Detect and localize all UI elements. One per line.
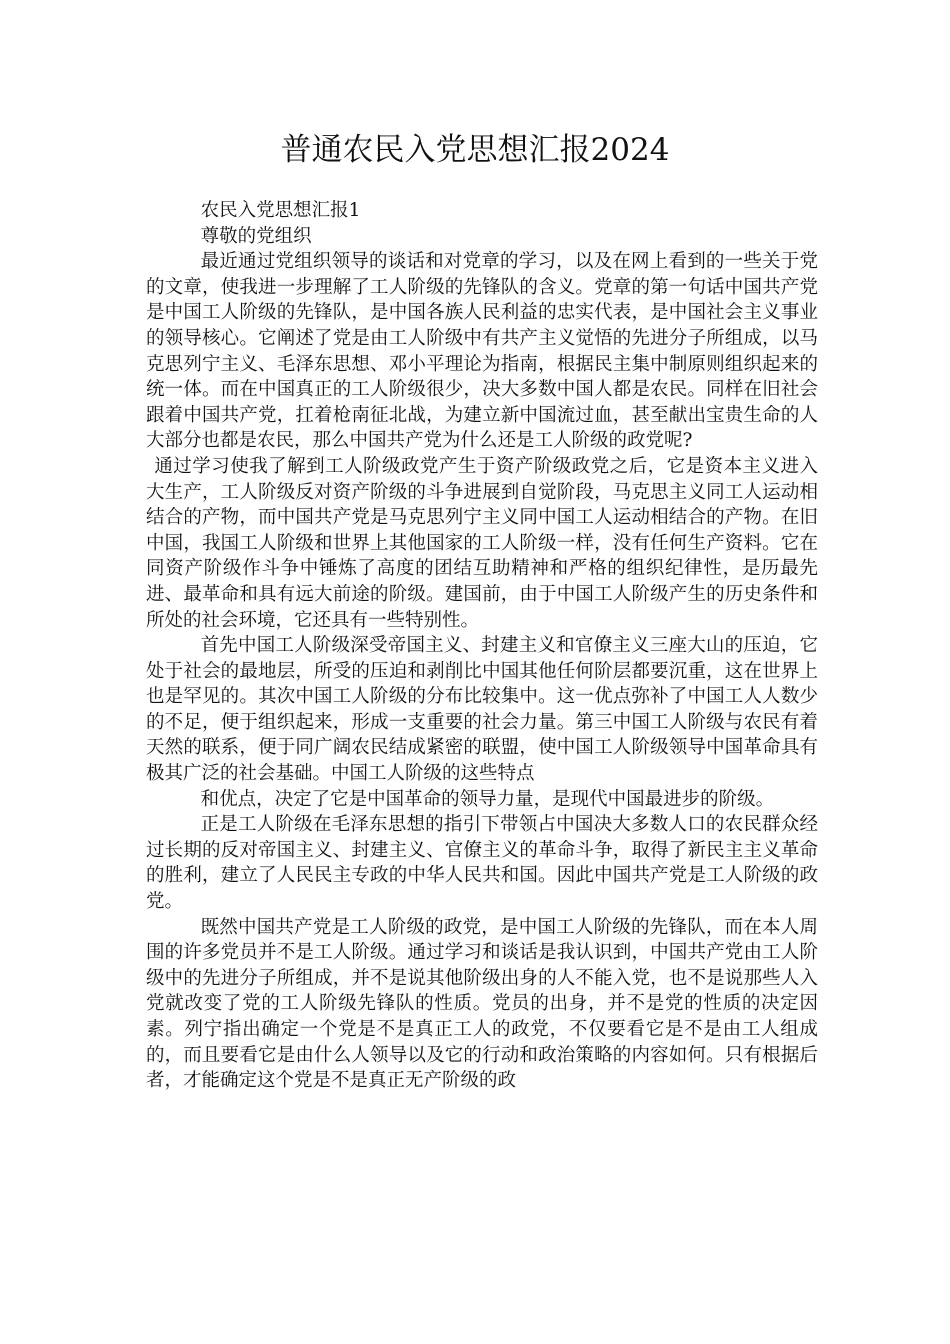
paragraph: 既然中国共产党是工人阶级的政党，是中国工人阶级的先锋队，而在本人周围的许多党员并不是工人阶级。通过学习和谈话是我认识到，中国共产党由工人阶级中的先进分子所组成，并不是说其他阶级出身的人不能入党，也不是说那些人入党就改变了党的工人阶级先锋队的性质。党员的出身，并不是党的性质的决定因素。列宁指出确定一个党是不是真正工人的政党，不仅要看它是不是由工人组成的，而且要看它是由什么人领导以及它的行动和政治策略的内容如何。只有根据后者，才能确定这个党是不是真正无产阶级的政 — [146, 916, 818, 1092]
paragraph: 最近通过党组织领导的谈话和对党章的学习，以及在网上看到的一些关于党的文章，使我进一步理解了工人阶级的先锋队的含义。党章的第一句话中国共产党是中国工人阶级的先锋队，是中国各族人民利益的忠实代表，是中国社会主义事业的领导核心。它阐述了党是由工人阶级中有共产主义觉悟的先进分子所组成，以马克思列宁主义、毛泽东思想、邓小平理论为指南，根据民主集中制原则组织起来的统一体。而在中国真正的工人阶级很少，决大多数中国人都是农民。同样在旧社会跟着中国共产党，扛着枪南征北战，为建立新中国流过血，甚至献出宝贵生命的人大部分也都是农民，那么中国共产党为什么还是工人阶级的政党呢? — [146, 251, 818, 452]
paragraph-heading: 农民入党思想汇报1 — [200, 200, 361, 221]
paragraph: 首先中国工人阶级深受帝国主义、封建主义和官僚主义三座大山的压迫，它处于社会的最地层，所受的压迫和剥削比中国其他任何阶层都要沉重，这在世界上也是罕见的。其次中国工人阶级的分布比较集中。这一优点弥补了中国工人人数少的不足，便于组织起来，形成一支重要的社会力量。第三中国工人阶级与农民有着天然的联系，便于同广阔农民结成紧密的联盟，使中国工人阶级领导中国革命具有极其广泛的社会基础。中国工人阶级的这些特点 — [146, 635, 818, 785]
document-body — [146, 198, 818, 1094]
paragraph: 和优点，决定了它是中国革命的领导力量，是现代中国最进步的阶级。 — [200, 788, 775, 810]
paragraph-salutation: 尊敬的党组织 — [200, 225, 312, 247]
paragraph: 通过学习使我了解到工人阶级政党产生于资产阶级政党之后，它是资本主义进入大生产，工人阶级反对资产阶级的斗争进展到自觉阶段，马克思主义同工人运动相结合的产物，而中国共产党是马克思列宁主义同中国工人运动相结合的产物。在旧中国，我国工人阶级和世界上其他国家的工人阶级一样，没有任何生产资料。它在同资产阶级作斗争中锤炼了高度的团结互助精神和严格的组织纪律性，是历最先进、最革命和具有远大前途的阶级。建国前，由于中国工人阶级产生的历史条件和所处的社会环境，它还具有一些特别性。 — [146, 455, 818, 631]
document-title: 普通农民入党思想汇报2024 — [280, 132, 670, 168]
paragraph: 正是工人阶级在毛泽东思想的指引下带领占中国决大多数人口的农民群众经过长期的反对帝国主义、封建主义、官僚主义的革命斗争，取得了新民主主义革命的胜利，建立了人民民主专政的中华人民共和国。因此中国共产党是工人阶级的政党。 — [146, 814, 818, 913]
